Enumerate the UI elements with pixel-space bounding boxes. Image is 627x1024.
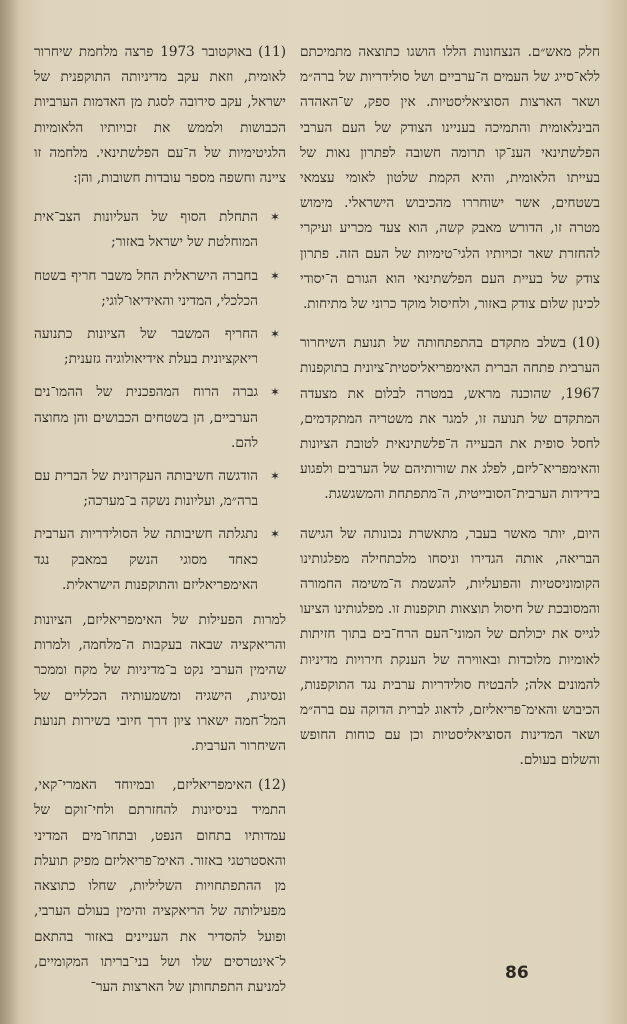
star-bullet-icon: ✶ <box>269 210 280 225</box>
paragraph-text: באוקטובר 1973 פרצה מלחמת שיחרור לאומית, וזאת עקב מדיניותה התוקפנית של ישראל, עקב סירובה לסגת מן האדמות הערביות הכבושות ולממש את זכויותיו הלאומיות הלגיטימיות של ה־עם הפלשתינאי. מלחמה זו ציינה וחשפה מספר עובדות חשובות, והן: <box>34 44 286 187</box>
paragraph-12 <box>34 773 286 1000</box>
bullet-item: ✶ גברה הרוח המהפכנית של ההמו־נים הערביים, הן בשטחים הכבושים והן מחוצה להם. <box>34 380 286 456</box>
bullet-item: ✶ הודגשה חשיבותה העקרונית של הברית עם ברה״מ, ועליונות נשקה ב־מערכה; <box>34 464 286 514</box>
star-bullet-icon: ✶ <box>269 527 280 542</box>
star-bullet-icon: ✶ <box>269 327 280 342</box>
bullet-item: ✶ בחברה הישראלית החל משבר חריף בשטח הכלכלי, המדיני והאידיאו־לוגי; <box>34 264 286 314</box>
paragraph-number: (12) <box>258 777 286 794</box>
paragraph-11-continuation: למרות הפעילות של האימפריאליזם, הציונות והריאקציה שבאה בעקבות ה־מלחמה, ולמרות שהימין הערבי נקט ב־מדיניות של מקח וממכר ונסיגות, הישגיה ומשמעותיה הכלליים של המל־חמה ישארו ציון דרך חיובי בשירות תנועת השיחרור הערבית. <box>34 612 286 755</box>
page-binding-shadow <box>0 0 20 1024</box>
paragraph-text: בשלב מתקדם בהתפתחותה של תנועת השיחרור הערבית פתחה הברית האימפריאליסטית־ציונית בתוקפנות 1967, שהוכנה מראש, במטרה לבלום את מצעדה המתקדם של תנועה זו, למגר את משטריה המתקדמים, לחסל סופית את הבעייה ה־פלשתינאית לטובת הציונות והאימפריא־ליזם, לפלג את שורותיהם של הערבים ולפגוע בידידות הערבית־הסובייטית, ה־מתפתחת והמשגשגת. <box>300 335 600 503</box>
paragraph-9-continuation: חלק מאש״ם. הנצחונות הללו הושגו כתוצאה מתמיכתם ללא־סייג של העמים ה־ערביים ושל סולידריות של ברה״מ ושאר הארצות הסוציאליסטיות. אין ספק, ש־האהדה הבינלאומית והתמיכה בעניינו הצודק של העם הערבי הפלשתינאי הענ־קו תרומה חשובה לפתרון נאות של בעייתו הלאומית, והיא הקמת שלטון לאומי עצמאי בשטחים, אשר ישוחררו מהכיבוש הישראלי. מימוש מטרה זו, הדורש מאבק קשה, הוא צעד מכריע ועיקרי להחזרת שאר זכויותיו הלגי־טימיות של העם הזה. פתרון צודק של בעיית העם הפלשתינאי הוא הגורם ה־יסודי לכינון שלום צודק באזור, ולחיסול מוקד כרוני של מתיחות. <box>300 44 600 313</box>
bullet-item: ✶ החריף המשבר של הציונות כתנועה ריאקציונית בעלת אידיאולוגיה גזענית; <box>34 322 286 372</box>
paragraph-10 <box>300 331 600 507</box>
paragraph-10-continuation: היום, יותר מאשר בעבר, מתאשרת נכונותה של הגישה הבריאה, אותה הגדירו וניסחו מלכתחילה מפלגותינו הקומוניסטיות והפועליות, להגשמת ה־משימה החמורה והמסובכת של חיסול תוצאות תוקפנות זו. מפלגותינו הציעו לגייס את יכולתם של המוני־העם הרח־בים בתוך חזיתות לאומיות מלוכדות ובאווירה של הענקת חירויות מדיניות להמונים אלה; להבטיח סולידריות ערבית נגד התוקפנות, הכיבוש והאימ־פריאליזם, לדאוג לברית הדוקה עם ברה״מ ושאר המדינות הסוציאליסטיות וכן עם כוחות החופש והשלום בעולם. <box>300 525 600 769</box>
paragraph-number: (11) <box>258 44 286 60</box>
star-bullet-icon: ✶ <box>269 268 280 283</box>
bullet-item: ✶ נתגלתה חשיבותה של הסולידריות הערבית כאחד מסוגי הנשק במאבק נגד האימפריאליזם והתוקפנות הישראלית. <box>34 522 286 598</box>
left-column <box>34 40 286 1014</box>
star-bullet-icon: ✶ <box>269 469 280 484</box>
star-bullet-icon: ✶ <box>269 385 280 400</box>
page-number: 86 <box>505 963 529 983</box>
bullet-item: ✶ התחלת הסוף של העליונות הצב־אית המוחלטת של ישראל באזור; <box>34 205 286 255</box>
paragraph-number: (10) <box>572 335 600 352</box>
bullet-list <box>34 205 286 598</box>
paragraph-text: האימפריאליזם, ובמיוחד האמרי־קאי, התמיד בניסיונות להחזרתם ולחי־זוקם של עמדותיו בתחום הנפט, ובתחו־מים המדיני והאסטרטגי באזור. האימ־פריאליזם מפיק תועלת מן ההתפתחויות השליליות, שחלו כתוצאה מפעילותה של הריאקציה והימין בעולם הערבי, ופועל להסדיר את העניינים באזור בהתאם ל־אינטרסים שלו ושל בני־בריתו המקומיים, למניעת התפתחותן של הארצות הער־ <box>34 777 286 995</box>
right-column <box>300 40 600 788</box>
paragraph-11 <box>34 40 286 191</box>
